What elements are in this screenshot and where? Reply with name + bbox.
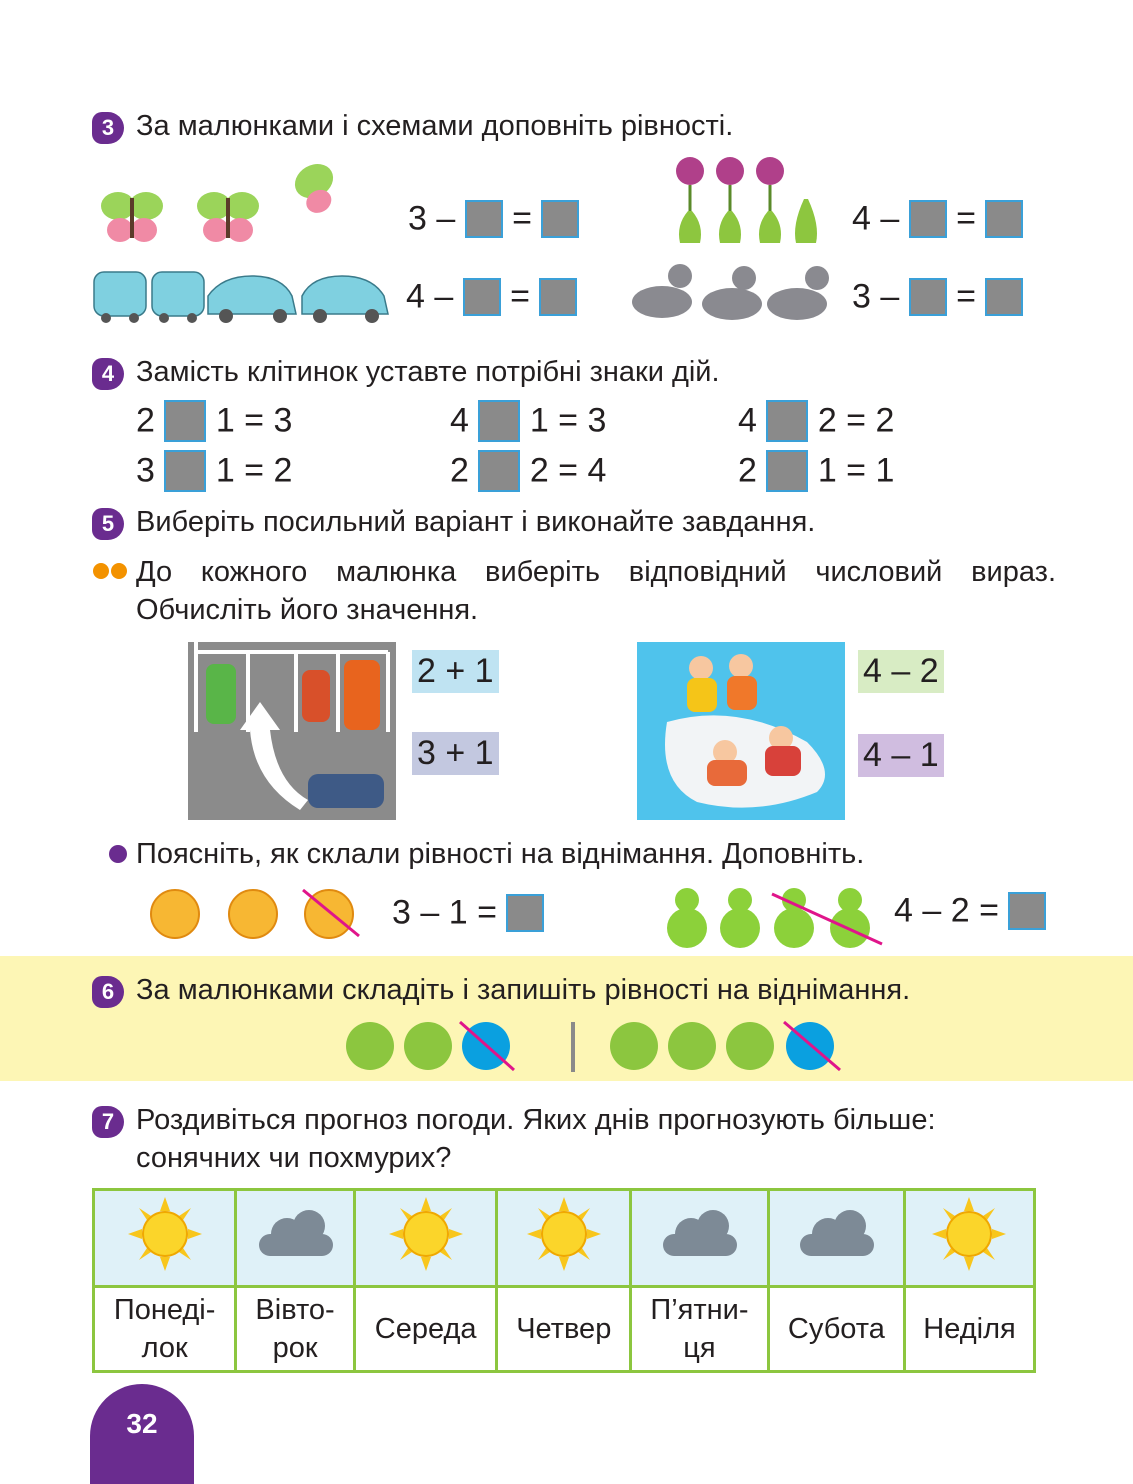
day-label: Субота <box>768 1287 904 1372</box>
cats-illustration <box>622 262 837 332</box>
sun-icon <box>128 1197 202 1271</box>
answer-box[interactable] <box>465 200 503 238</box>
task-5-title: Виберіть посильний варіант і виконайте завдання. <box>136 506 816 538</box>
task-3-title: За малюнками і схемами доповніть рівності. <box>136 110 734 142</box>
circles-scheme <box>340 1018 845 1078</box>
day-label: Понеді- лок <box>94 1287 236 1372</box>
cloud-icon <box>253 1206 337 1262</box>
sign-box[interactable] <box>478 400 520 442</box>
candy-equation: 3 – 1 = <box>392 892 544 933</box>
task-7-number: 7 <box>92 1106 124 1138</box>
expression-option[interactable]: 4 – 1 <box>858 734 944 777</box>
sun-icon <box>932 1197 1006 1271</box>
expression-option[interactable]: 2 + 1 <box>412 650 499 693</box>
expression-option[interactable]: 4 – 2 <box>858 650 944 693</box>
flowers-illustration <box>672 155 832 250</box>
sign-box[interactable] <box>164 400 206 442</box>
weather-cell-sunday <box>904 1190 1034 1287</box>
cloud-icon <box>794 1206 878 1262</box>
answer-box[interactable] <box>506 894 544 932</box>
task-7-title-2: сонячних чи похмурих? <box>136 1142 452 1174</box>
sun-icon <box>389 1197 463 1271</box>
task-6-title: За малюнками складіть і запишіть рівності на віднімання. <box>136 974 911 1006</box>
weather-cell-tuesday <box>236 1190 354 1287</box>
sign-box[interactable] <box>164 450 206 492</box>
weather-cell-friday <box>631 1190 769 1287</box>
weather-cell-monday <box>94 1190 236 1287</box>
weather-cell-wednesday <box>354 1190 497 1287</box>
task-4-row: 4 2 = 2 <box>738 400 894 442</box>
cloud-icon <box>657 1206 741 1262</box>
answer-box[interactable] <box>1008 892 1046 930</box>
task-3-equation-1: 3 – = <box>408 198 579 239</box>
answer-box[interactable] <box>985 200 1023 238</box>
task-4-number: 4 <box>92 358 124 390</box>
task-4-row: 2 1 = 3 <box>136 400 292 442</box>
parking-picture <box>188 642 396 820</box>
butterflies-illustration <box>100 160 360 250</box>
day-label: Четвер <box>497 1287 631 1372</box>
day-label: Неділя <box>904 1287 1034 1372</box>
weather-cell-thursday <box>497 1190 631 1287</box>
task-5-level2-text: До кожного малюнка виберіть відповідний числовий вираз. <box>136 556 1056 588</box>
task-5-level1-text: Поясніть, як склали рівності на віднімання. Доповніть. <box>136 838 865 870</box>
candies-illustration <box>145 886 370 942</box>
page-number: 32 <box>126 1408 158 1439</box>
gummy-bears-illustration <box>660 886 885 950</box>
task-3-number: 3 <box>92 112 124 144</box>
page-number-tab <box>90 1384 194 1484</box>
answer-box[interactable] <box>541 200 579 238</box>
task-5-level2-text-2: Обчисліть його значення. <box>136 594 479 626</box>
task-3-equation-2: 4 – = <box>852 198 1023 239</box>
task-3-equation-4: 3 – = <box>852 276 1023 317</box>
expression-option[interactable]: 3 + 1 <box>412 732 499 775</box>
day-label: Середа <box>354 1287 497 1372</box>
task-4-row: 3 1 = 2 <box>136 450 292 492</box>
sledding-picture <box>637 642 845 820</box>
level-one-dot-icon <box>108 844 132 868</box>
task-6-number: 6 <box>92 976 124 1008</box>
task-5-number: 5 <box>92 508 124 540</box>
task-4-row: 2 1 = 1 <box>738 450 894 492</box>
answer-box[interactable] <box>985 278 1023 316</box>
task-3-equation-3: 4 – = <box>406 276 577 317</box>
weather-forecast-table <box>92 1188 1036 1373</box>
task-7-title: Роздивіться прогноз погоди. Яких днів прогнозують більше: <box>136 1104 936 1136</box>
sign-box[interactable] <box>766 450 808 492</box>
answer-box[interactable] <box>909 200 947 238</box>
sign-box[interactable] <box>478 450 520 492</box>
level-two-dots-icon <box>92 562 132 582</box>
cars-illustration <box>92 262 392 324</box>
sign-box[interactable] <box>766 400 808 442</box>
task-4-title: Замість клітинок уставте потрібні знаки дій. <box>136 356 720 388</box>
answer-box[interactable] <box>539 278 577 316</box>
day-label: Вівто- рок <box>236 1287 354 1372</box>
sun-icon <box>527 1197 601 1271</box>
answer-box[interactable] <box>463 278 501 316</box>
bear-equation: 4 – 2 = <box>894 890 1046 931</box>
answer-box[interactable] <box>909 278 947 316</box>
day-label: П’ятни- ця <box>631 1287 769 1372</box>
task-4-row: 4 1 = 3 <box>450 400 606 442</box>
weather-cell-saturday <box>768 1190 904 1287</box>
task-4-row: 2 2 = 4 <box>450 450 606 492</box>
